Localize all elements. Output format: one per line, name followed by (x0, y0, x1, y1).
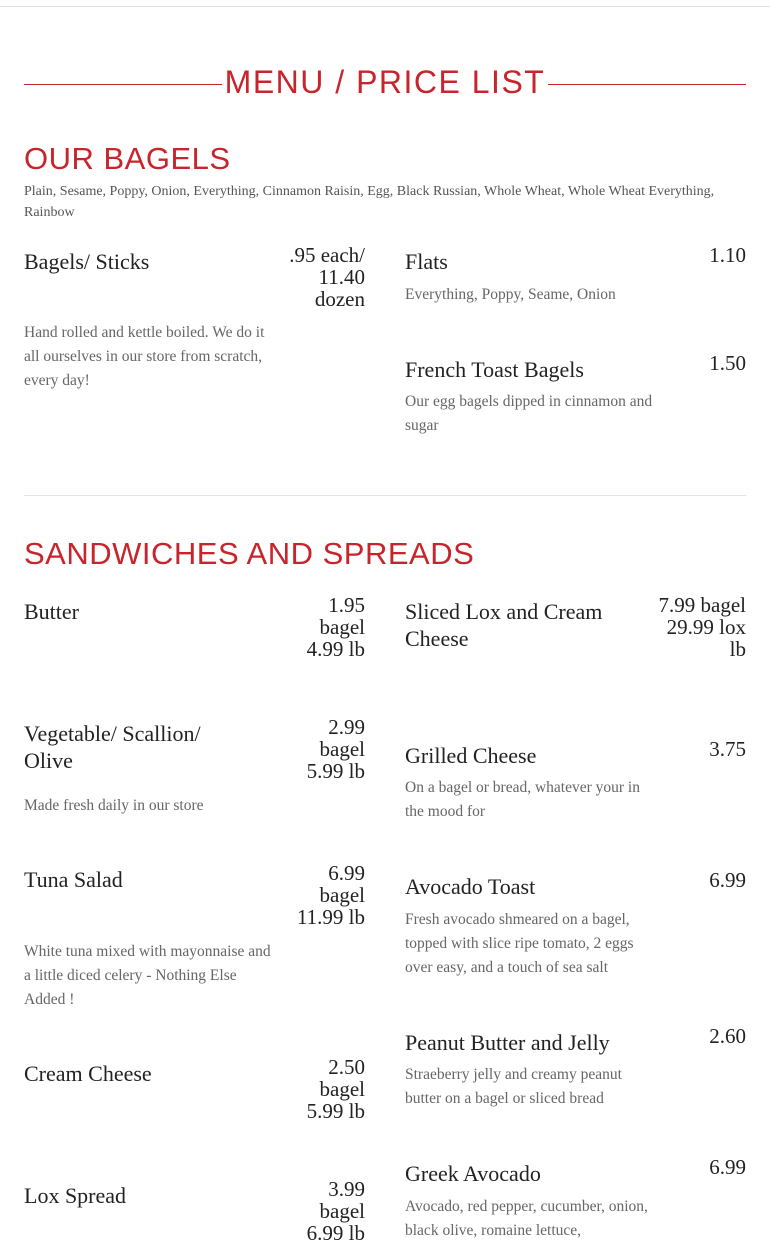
header-rule-right (548, 84, 746, 85)
item-name: Grilled Cheese (405, 743, 537, 768)
section-title-bagels: OUR BAGELS (24, 141, 231, 176)
item-price: 7.99 bagel 29.99 lox lb (658, 593, 746, 661)
menu-item-sliced-lox-cream-cheese (405, 593, 746, 688)
item-name: Tuna Salad (24, 867, 123, 892)
item-name: Peanut Butter and Jelly (405, 1030, 610, 1055)
menu-item-french-toast-bagels (405, 351, 746, 446)
item-price: 2.50 bagel 5.99 lb (306, 1055, 365, 1123)
menu-item-avocado-toast (405, 868, 746, 983)
item-description: On a bagel or bread, whatever your in the mood for (405, 779, 640, 820)
item-description: Made fresh daily in our store (24, 797, 204, 814)
menu-item-bagels-sticks (24, 243, 365, 398)
item-description: Fresh avocado shmeared on a bagel, topped with slice ripe tomato, 2 eggs over easy, and a touch of sea salt (405, 911, 634, 976)
item-price: 1.95 bagel 4.99 lb (306, 593, 365, 661)
item-name: Greek Avocado (405, 1161, 541, 1186)
item-price: 3.99 bagel 6.99 lb (306, 1177, 365, 1245)
item-description: Our egg bagels dipped in cinnamon and sugar (405, 393, 653, 434)
item-name: Butter (24, 599, 79, 624)
menu-item-peanut-butter-jelly (405, 1024, 746, 1119)
item-price: 1.10 (709, 243, 746, 267)
menu-item-tuna-salad (24, 861, 365, 1016)
item-name: Bagels/ Sticks (24, 249, 150, 274)
menu-item-cream-cheese (24, 1055, 365, 1130)
item-price: .95 each/ 11.40 dozen (289, 243, 365, 311)
item-price: 6.99 (709, 868, 746, 892)
item-name: Sliced Lox and Cream Cheese (405, 599, 603, 651)
item-price: 3.75 (709, 737, 746, 761)
item-description: Hand rolled and kettle boiled. We do it all ourselves in our store from scratch, every day! (24, 324, 265, 389)
item-description: Straeberry jelly and creamy peanut butter on a bagel or sliced bread (405, 1066, 622, 1107)
top-divider (0, 6, 770, 7)
menu-item-vegetable-scallion-olive (24, 715, 365, 820)
item-description: Avocado, red pepper, cucumber, onion, black olive, romaine lettuce, (405, 1198, 648, 1239)
item-name: Lox Spread (24, 1183, 127, 1208)
item-price: 2.99 bagel 5.99 lb (306, 715, 365, 783)
menu-item-butter (24, 593, 365, 668)
item-name: Avocado Toast (405, 874, 536, 899)
item-price: 6.99 (709, 1155, 746, 1179)
bagel-varieties: Plain, Sesame, Poppy, Onion, Everything, Cinnamon Raisin, Egg, Black Russian, Whole Wheat, Whole Wheat Everything, Rainbow (24, 184, 715, 220)
item-price: 6.99 bagel 11.99 lb (296, 861, 365, 929)
item-description: Everything, Poppy, Seame, Onion (405, 286, 616, 303)
section-divider (24, 495, 746, 496)
item-name: Cream Cheese (24, 1061, 152, 1086)
item-name: Vegetable/ Scallion/ Olive (24, 721, 201, 773)
menu-item-flats (405, 243, 746, 308)
menu-item-grilled-cheese (405, 737, 746, 832)
menu-item-greek-avocado (405, 1155, 746, 1244)
menu-header (24, 62, 746, 106)
item-description: White tuna mixed with mayonnaise and a little diced celery - Nothing Else Added ! (24, 943, 271, 1008)
item-price: 1.50 (709, 351, 746, 375)
page-title: MENU / PRICE LIST (224, 64, 546, 100)
section-title-sandwiches: SANDWICHES AND SPREADS (24, 536, 475, 571)
item-price: 2.60 (709, 1024, 746, 1048)
menu-item-lox-spread (24, 1177, 365, 1245)
item-name: Flats (405, 249, 448, 274)
item-name: French Toast Bagels (405, 357, 584, 382)
